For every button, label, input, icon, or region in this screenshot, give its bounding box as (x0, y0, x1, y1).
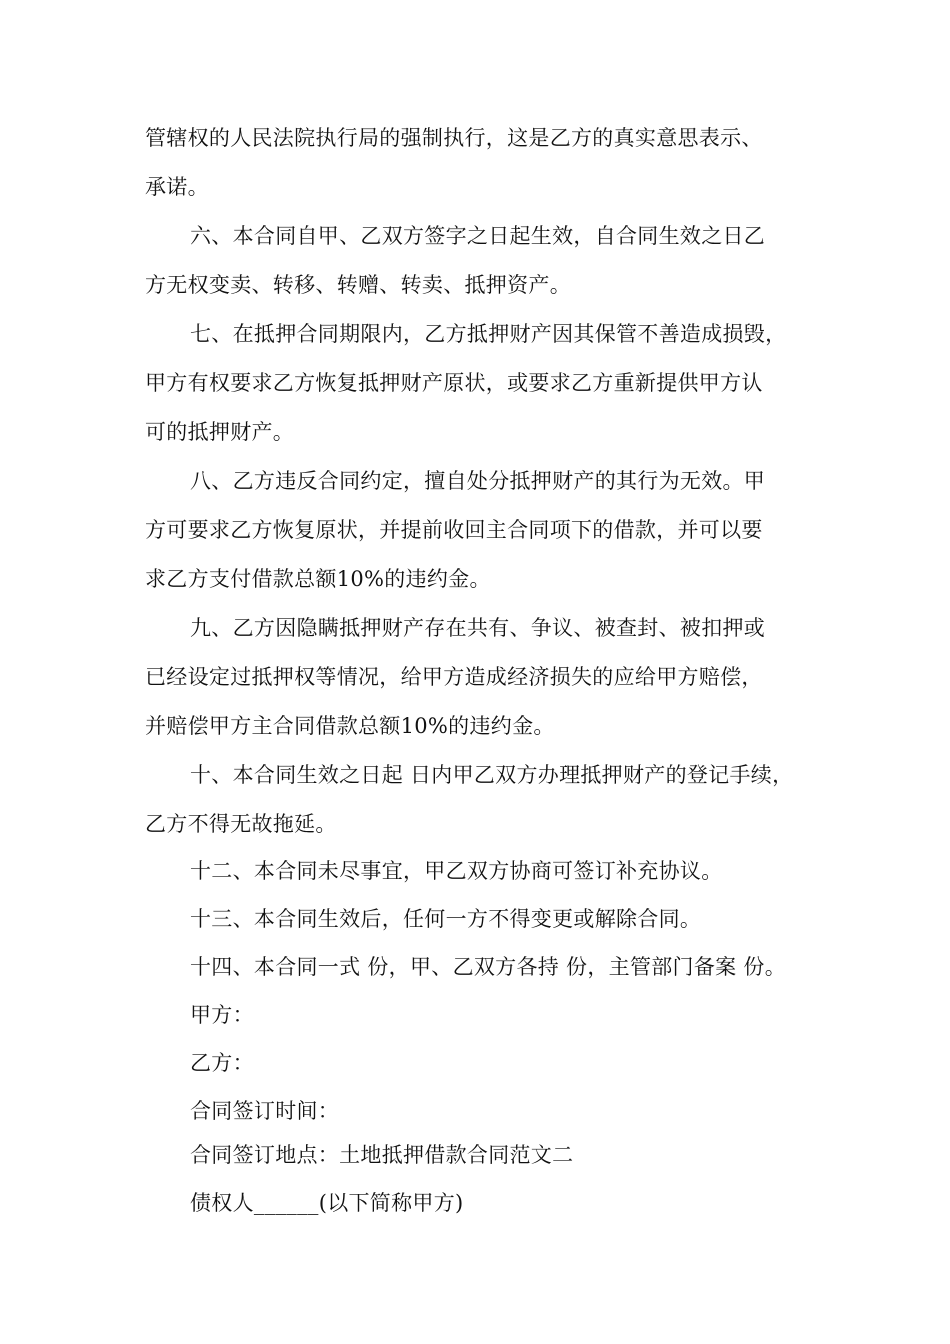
clause-14-line: 十四、本合同一式 份，甲、乙双方各持 份，主管部门备案 份。 (190, 955, 787, 979)
clause-6-line: 六、本合同自甲、乙双方签字之日起生效，自合同生效之日乙 (190, 224, 766, 248)
clause-8-line: 方可要求乙方恢复原状，并提前收回主合同项下的借款，并可以要 (145, 518, 763, 542)
paragraph-line: 管辖权的人民法院执行局的强制执行，这是乙方的真实意思表示、 (145, 126, 763, 150)
creditor-label: 债权人______(以下简称甲方) (190, 1191, 464, 1215)
clause-9-line: 九、乙方因隐瞒抵押财产存在共有、争议、被查封、被扣押或 (190, 616, 766, 640)
clause-9-line: 并赔偿甲方主合同借款总额10%的违约金。 (145, 714, 555, 738)
clause-12-line: 十二、本合同未尽事宜，甲乙双方协商可签订补充协议。 (190, 859, 723, 883)
party-b-label: 乙方： (190, 1051, 254, 1075)
clause-7-line: 七、在抵押合同期限内，乙方抵押财产因其保管不善造成损毁， (190, 322, 787, 346)
clause-9-line: 已经设定过抵押权等情况，给甲方造成经济损失的应给甲方赔偿， (145, 665, 763, 689)
signing-time-label: 合同签订时间： (190, 1099, 340, 1123)
paragraph-line: 承诺。 (145, 175, 209, 199)
clause-7-line: 甲方有权要求乙方恢复抵押财产原状，或要求乙方重新提供甲方认 (145, 371, 763, 395)
clause-7-line: 可的抵押财产。 (145, 420, 295, 444)
clause-10-line: 乙方不得无故拖延。 (145, 812, 337, 836)
party-a-label: 甲方： (190, 1003, 254, 1027)
clause-8-line: 八、乙方违反合同约定，擅自处分抵押财产的其行为无效。甲 (190, 469, 766, 493)
clause-6-line: 方无权变卖、转移、转赠、转卖、抵押资产。 (145, 273, 571, 297)
signing-place-label: 合同签订地点：土地抵押借款合同范文二 (190, 1143, 574, 1167)
clause-8-line: 求乙方支付借款总额10%的违约金。 (145, 567, 491, 591)
clause-10-line: 十、本合同生效之日起 日内甲乙双方办理抵押财产的登记手续， (190, 763, 794, 787)
clause-13-line: 十三、本合同生效后，任何一方不得变更或解除合同。 (190, 907, 702, 931)
